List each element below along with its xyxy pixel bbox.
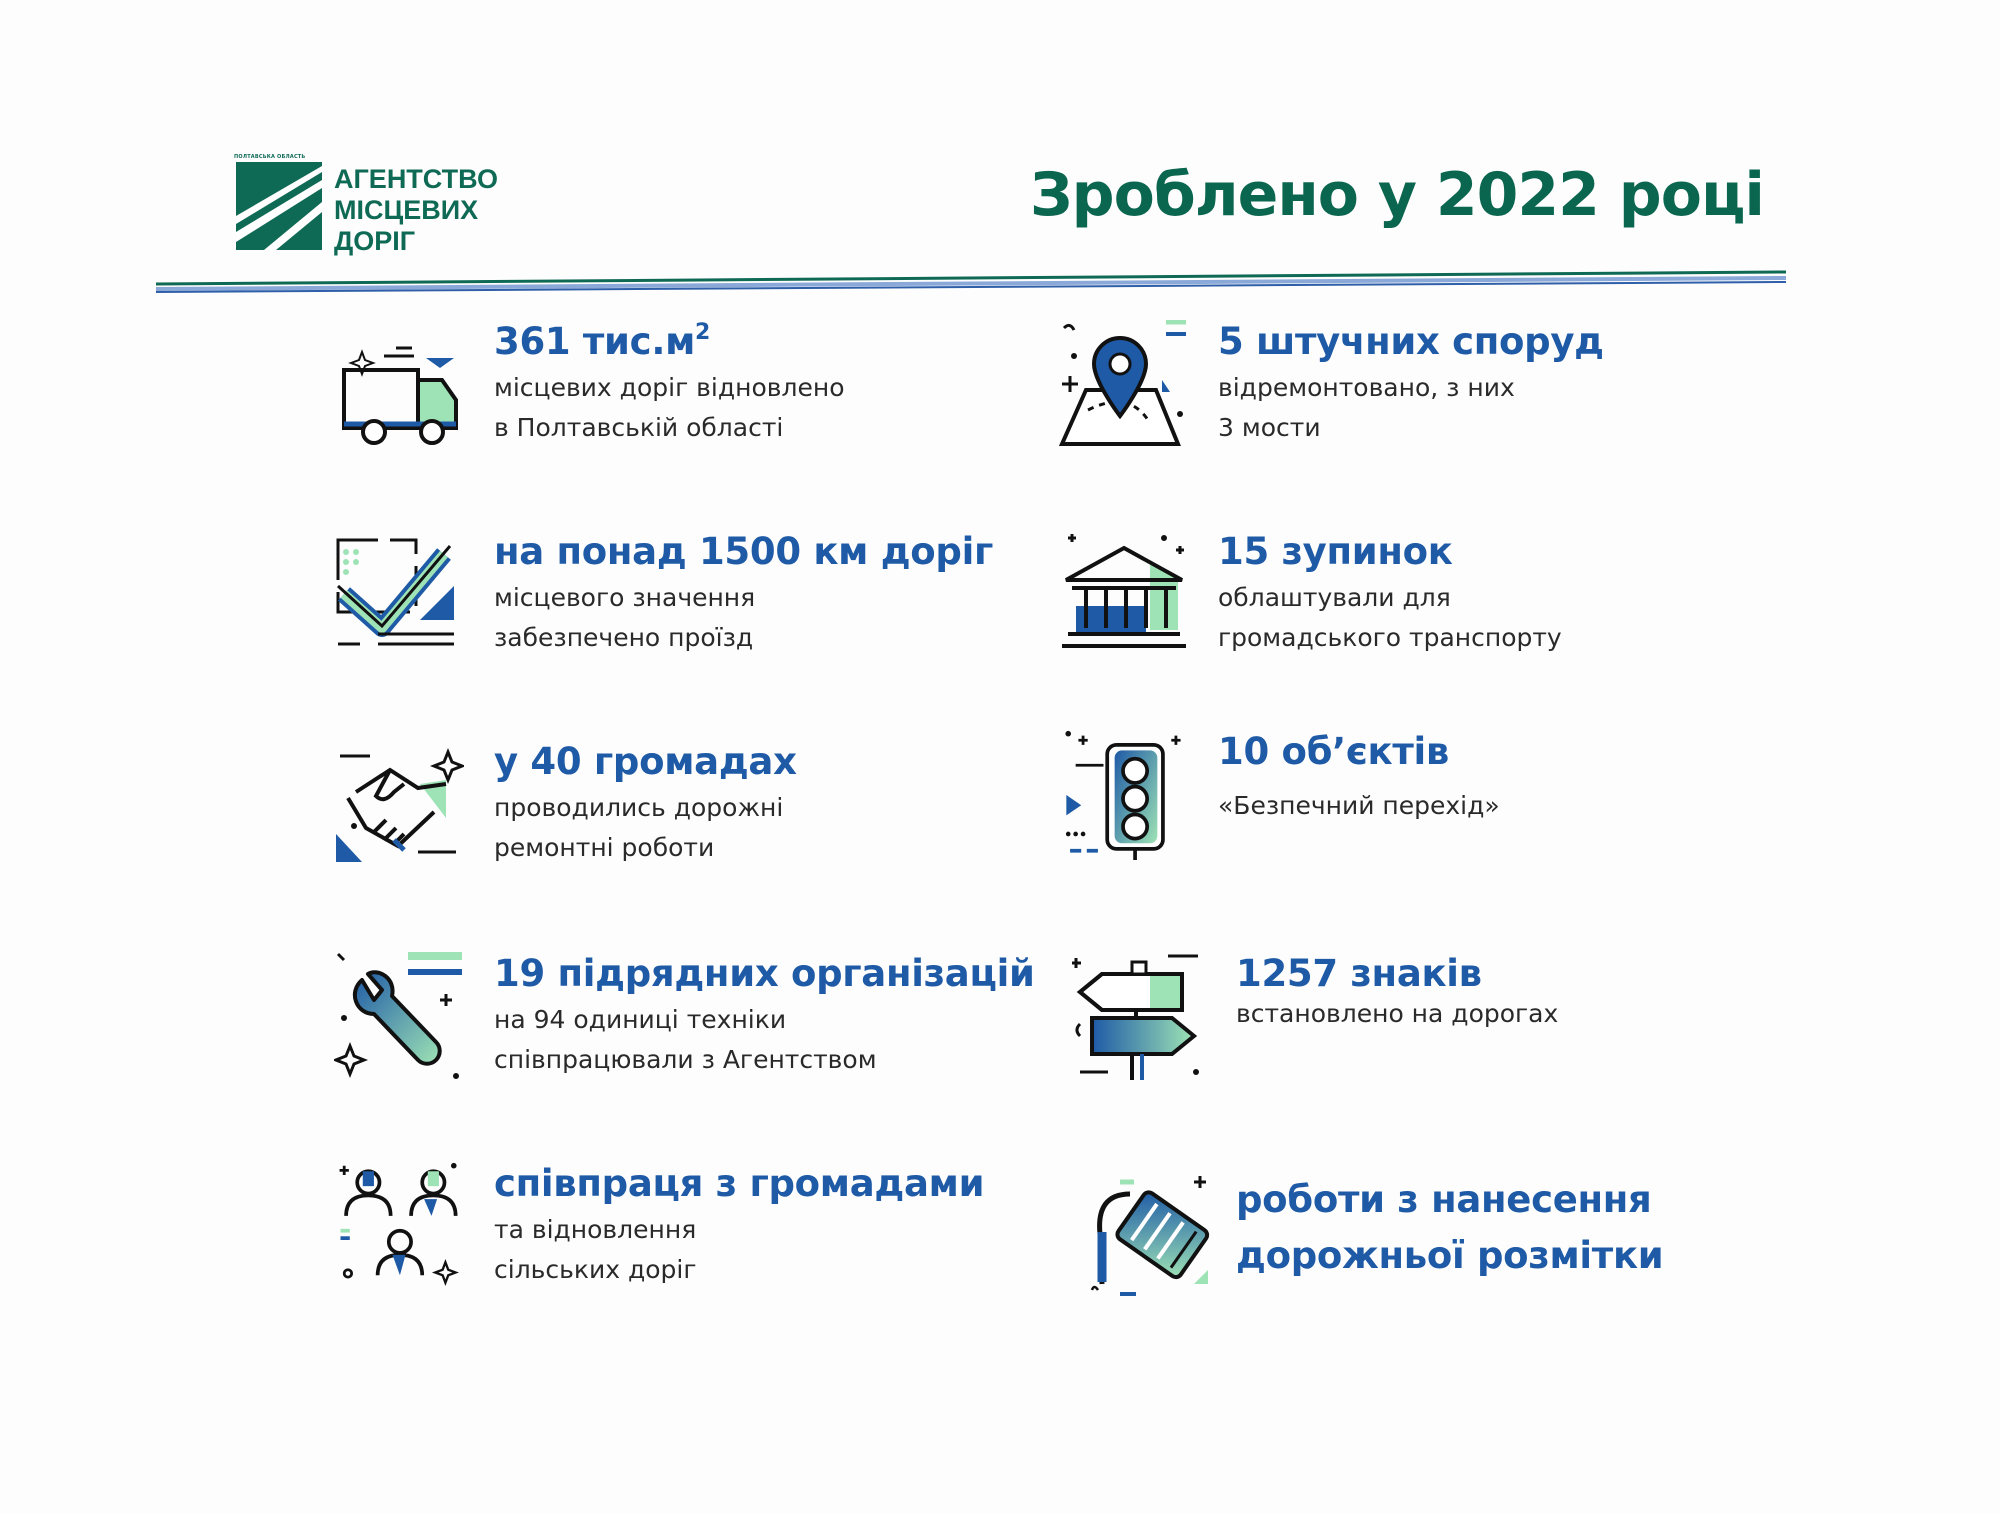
stat-heading: 19 підрядних організацій	[494, 952, 1035, 995]
desc-line: місцевих доріг відновлено	[494, 373, 845, 402]
desc-line: забезпечено проїзд	[494, 623, 754, 652]
heading-line: дорожньої розмітки	[1236, 1234, 1664, 1277]
paint-roller-icon	[1090, 1172, 1220, 1302]
stat-heading	[494, 320, 1054, 364]
stat-text	[1236, 1172, 1796, 1284]
stat-heading: 5 штучних споруд	[1218, 320, 1604, 363]
road-logo-icon	[236, 162, 322, 250]
stat-description	[1218, 578, 1778, 658]
wrench-icon	[334, 952, 464, 1082]
desc-line: в Полтавській області	[494, 413, 784, 442]
stat-text	[494, 320, 1054, 448]
stat-description	[494, 1210, 1054, 1290]
traffic-light-icon	[1058, 730, 1188, 860]
heading-line: роботи з нанесення	[1236, 1178, 1652, 1221]
desc-line: місцевого значення	[494, 583, 756, 612]
desc-line: облаштували для	[1218, 583, 1451, 612]
checkmark-icon	[334, 530, 464, 660]
stat-description	[494, 368, 1054, 448]
people-icon	[334, 1162, 464, 1292]
stat-text	[494, 1162, 1054, 1290]
desc-line: встановлено на дорогах	[1236, 999, 1559, 1028]
stat-description	[1218, 786, 1778, 826]
agency-logo	[234, 154, 534, 254]
stat-description	[1236, 994, 1796, 1034]
stat-heading	[1236, 1172, 1796, 1284]
truck-icon	[334, 320, 464, 450]
stat-heading: співпраця з громадами	[494, 1162, 985, 1205]
stat-description	[494, 578, 1054, 658]
logo-line: АГЕНТСТВО	[334, 164, 498, 194]
stat-description	[494, 1000, 1054, 1080]
logo-wordmark	[334, 164, 498, 257]
page-title: Зроблено у 2022 році	[1030, 160, 1764, 230]
stat-description	[1218, 368, 1778, 448]
desc-line: «Безпечний перехід»	[1218, 791, 1500, 820]
desc-line: на 94 одиниці техніки	[494, 1005, 787, 1034]
stat-text	[494, 952, 1054, 1080]
desc-line: сільських доріг	[494, 1255, 697, 1284]
desc-line: відремонтовано, з них	[1218, 373, 1515, 402]
map-pin-icon	[1058, 320, 1188, 450]
stat-heading: на понад 1500 км доріг	[494, 530, 993, 573]
stat-value: 361 тис.м	[494, 320, 696, 363]
desc-line: громадського транспорту	[1218, 623, 1562, 652]
stat-text	[494, 530, 1054, 658]
stat-heading: 10 об’єктів	[1218, 730, 1449, 773]
unit-superscript: 2	[695, 320, 711, 345]
logo-line: ДОРІГ	[334, 226, 416, 256]
stat-text	[1218, 320, 1778, 448]
stat-heading: 15 зупинок	[1218, 530, 1453, 573]
logo-region-label: ПОЛТАВСЬКА ОБЛАСТЬ	[234, 154, 306, 160]
handshake-icon	[334, 740, 464, 870]
logo-line: МІСЦЕВИХ	[334, 195, 479, 225]
desc-line: 3 мости	[1218, 413, 1321, 442]
stat-text	[1236, 952, 1796, 1034]
desc-line: співпрацювали з Агентством	[494, 1045, 877, 1074]
stat-text	[494, 740, 1054, 868]
stat-description	[494, 788, 1054, 868]
header-divider	[156, 270, 1786, 294]
stat-heading: 1257 знаків	[1236, 952, 1482, 995]
stat-text	[1218, 530, 1778, 658]
road-signs-icon	[1072, 952, 1202, 1082]
stat-text	[1218, 730, 1778, 826]
desc-line: проводились дорожні	[494, 793, 784, 822]
desc-line: ремонтні роботи	[494, 833, 715, 862]
stat-heading: у 40 громадах	[494, 740, 797, 783]
bus-stop-icon	[1058, 530, 1188, 660]
desc-line: та відновлення	[494, 1215, 697, 1244]
